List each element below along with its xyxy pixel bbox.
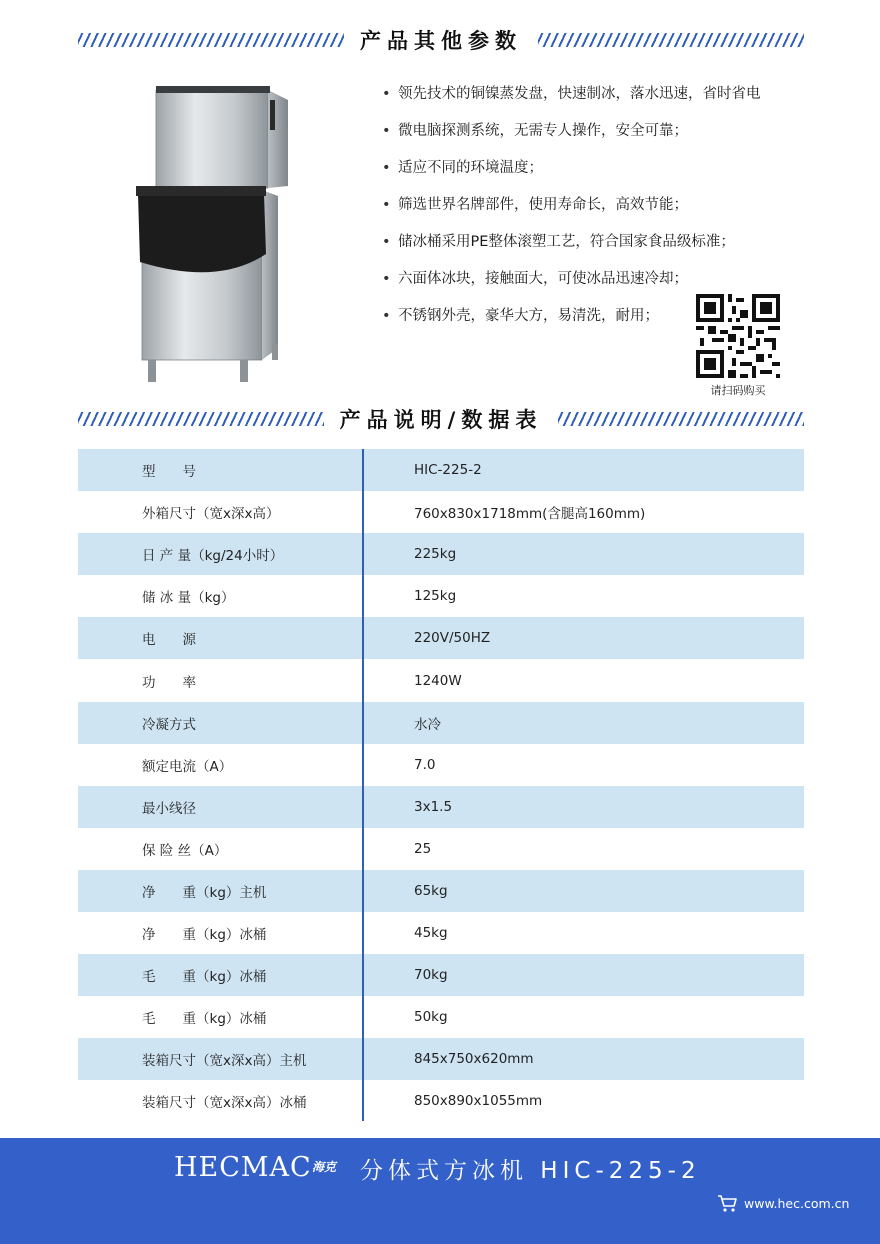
spec-value: 850x890x1055mm: [414, 1093, 543, 1110]
chevron-divider-left: [78, 33, 344, 47]
table-row: [78, 617, 804, 659]
table-row: [78, 954, 804, 996]
spec-value: 50kg: [414, 1009, 448, 1026]
spec-value: HIC-225-2: [414, 462, 482, 479]
spec-value: 水冷: [414, 716, 441, 733]
section-title: 产品说明/数据表: [339, 408, 543, 432]
table-row: [78, 491, 804, 533]
spec-key: 功 率: [142, 674, 196, 691]
table-row: [78, 575, 804, 617]
spec-key: 最小线径: [142, 800, 196, 817]
qr-label: 请扫码购买: [710, 384, 766, 397]
qr-code-icon[interactable]: [696, 294, 780, 378]
spec-key: 装箱尺寸（宽x深x高）冰桶: [142, 1095, 307, 1112]
feature-item: • 不锈钢外壳，豪华大方，易清洗，耐用；: [382, 306, 822, 326]
brand-logo-cn: 海克: [312, 1160, 337, 1174]
table-row: [78, 1080, 804, 1122]
table-row: [78, 996, 804, 1038]
table-row: [78, 449, 804, 491]
spec-key: 毛 重（kg）冰桶: [142, 1011, 267, 1028]
spec-key: 净 重（kg）冰桶: [142, 927, 267, 944]
table-row: [78, 912, 804, 954]
spec-key: 外箱尺寸（宽x深x高）: [142, 506, 280, 523]
table-row: [78, 870, 804, 912]
spec-key: 保 险 丝（A）: [142, 842, 228, 859]
spec-key: 净 重（kg）主机: [142, 884, 267, 901]
spec-key: 日 产 量（kg/24小时）: [142, 548, 284, 565]
website-link[interactable]: www.hec.com.cn: [744, 1196, 850, 1211]
feature-item: • 微电脑探测系统，无需专人操作，安全可靠；: [382, 121, 822, 141]
spec-key: 电 源: [142, 632, 196, 649]
spec-value: 65kg: [414, 882, 448, 899]
table-row: [78, 1038, 804, 1080]
table-row: [78, 786, 804, 828]
table-column-divider: [362, 449, 364, 1121]
spec-key: 储 冰 量（kg）: [142, 590, 235, 607]
spec-value: 845x750x620mm: [414, 1051, 534, 1068]
spec-key: 装箱尺寸（宽x深x高）主机: [142, 1053, 307, 1070]
table-row: [78, 828, 804, 870]
spec-key: 冷凝方式: [142, 716, 196, 733]
table-row: [78, 744, 804, 786]
brand-logo: HECMAC: [174, 1152, 312, 1183]
spec-value: 225kg: [414, 546, 457, 563]
table-row: [78, 659, 804, 701]
spec-value: 125kg: [414, 588, 457, 605]
shopping-cart-icon: [716, 1192, 738, 1214]
spec-value: 760x830x1718mm(含腿高160mm): [414, 506, 646, 523]
feature-item: • 储冰桶采用PE整体滚塑工艺，符合国家食品级标准；: [382, 232, 822, 252]
spec-key: 额定电流（A）: [142, 758, 233, 775]
section-header-spec-sheet: [78, 401, 804, 437]
spec-value: 70kg: [414, 967, 448, 984]
feature-item: • 领先技术的铜镍蒸发盘，快速制冰，落水迅速，省时省电: [382, 84, 822, 104]
spec-value: 3x1.5: [414, 798, 453, 815]
feature-item: • 筛选世界名牌部件，使用寿命长，高效节能；: [382, 195, 822, 215]
chevron-divider-left: [78, 412, 324, 426]
product-model-title: 分体式方冰机 HIC-225-2: [360, 1158, 701, 1184]
spec-key: 毛 重（kg）冰桶: [142, 969, 267, 986]
spec-value: 45kg: [414, 925, 448, 942]
feature-item: • 适应不同的环境温度；: [382, 158, 822, 178]
feature-item: • 六面体冰块，接触面大，可使冰品迅速冷却；: [382, 269, 822, 289]
spec-value: 25: [414, 840, 432, 857]
footer-banner: [0, 1138, 880, 1244]
section-title: 产品其他参数: [360, 29, 522, 53]
spec-key: 型 号: [142, 464, 196, 481]
spec-value: 7.0: [414, 756, 436, 773]
spec-table: [78, 449, 804, 1123]
chevron-divider-right: [558, 412, 804, 426]
ice-machine-image: [128, 86, 298, 386]
table-row: [78, 533, 804, 575]
spec-value: 1240W: [414, 672, 462, 689]
chevron-divider-right: [538, 33, 804, 47]
section-header-other-params: [78, 22, 804, 58]
spec-value: 220V/50HZ: [414, 630, 491, 647]
table-row: [78, 702, 804, 744]
